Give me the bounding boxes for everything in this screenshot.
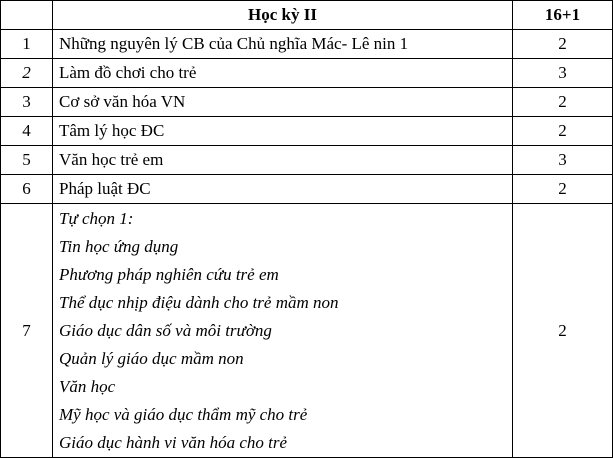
course-credits: 2: [513, 175, 613, 204]
course-number: 1: [1, 30, 53, 59]
table-row: [1, 117, 613, 146]
elective-option: Thể dục nhịp điệu dành cho trẻ mầm non: [59, 292, 339, 312]
elective-option: Giáo dục dân số và môi trường: [59, 320, 272, 340]
course-credits: 2: [513, 30, 613, 59]
course-credits: 3: [513, 59, 613, 88]
course-number: 6: [1, 175, 53, 204]
table-row: [1, 88, 613, 117]
elective-option: Tin học ứng dụng: [59, 236, 179, 256]
course-name: Tâm lý học ĐC: [53, 117, 513, 146]
course-name: Làm đồ chơi cho trẻ: [53, 59, 513, 88]
elective-option: Phương pháp nghiên cứu trẻ em: [59, 264, 279, 284]
table-row: [1, 30, 613, 59]
course-credits: 2: [513, 117, 613, 146]
course-name: Văn học trẻ em: [53, 146, 513, 175]
elective-option: Văn học: [59, 376, 116, 396]
elective-row: [1, 204, 613, 458]
course-credits: 2: [513, 88, 613, 117]
course-name: Những nguyên lý CB của Chủ nghĩa Mác- Lê nin 1: [53, 30, 513, 59]
elective-option: Quản lý giáo dục mầm non: [59, 348, 244, 368]
elective-option: Mỹ học và giáo dục thẩm mỹ cho trẻ: [59, 404, 308, 424]
table-row: [1, 59, 613, 88]
semester-title: Học kỳ II: [53, 1, 513, 30]
elective-credits: 2: [513, 204, 613, 458]
course-number: 5: [1, 146, 53, 175]
course-name: Pháp luật ĐC: [53, 175, 513, 204]
credit-total: 16+1: [513, 1, 613, 30]
course-number: 4: [1, 117, 53, 146]
elective-options-cell: [53, 204, 513, 458]
course-credits: 3: [513, 146, 613, 175]
course-name: Cơ sở văn hóa VN: [53, 88, 513, 117]
course-number: 2: [1, 59, 53, 88]
elective-number: 7: [1, 204, 53, 458]
course-number: 3: [1, 88, 53, 117]
table-header-row: [1, 1, 613, 30]
table-row: [1, 146, 613, 175]
elective-heading: Tự chọn 1:: [59, 208, 134, 228]
table-row: [1, 175, 613, 204]
header-number-cell: [1, 1, 53, 30]
elective-option: Giáo dục hành vi văn hóa cho trẻ: [59, 432, 288, 452]
